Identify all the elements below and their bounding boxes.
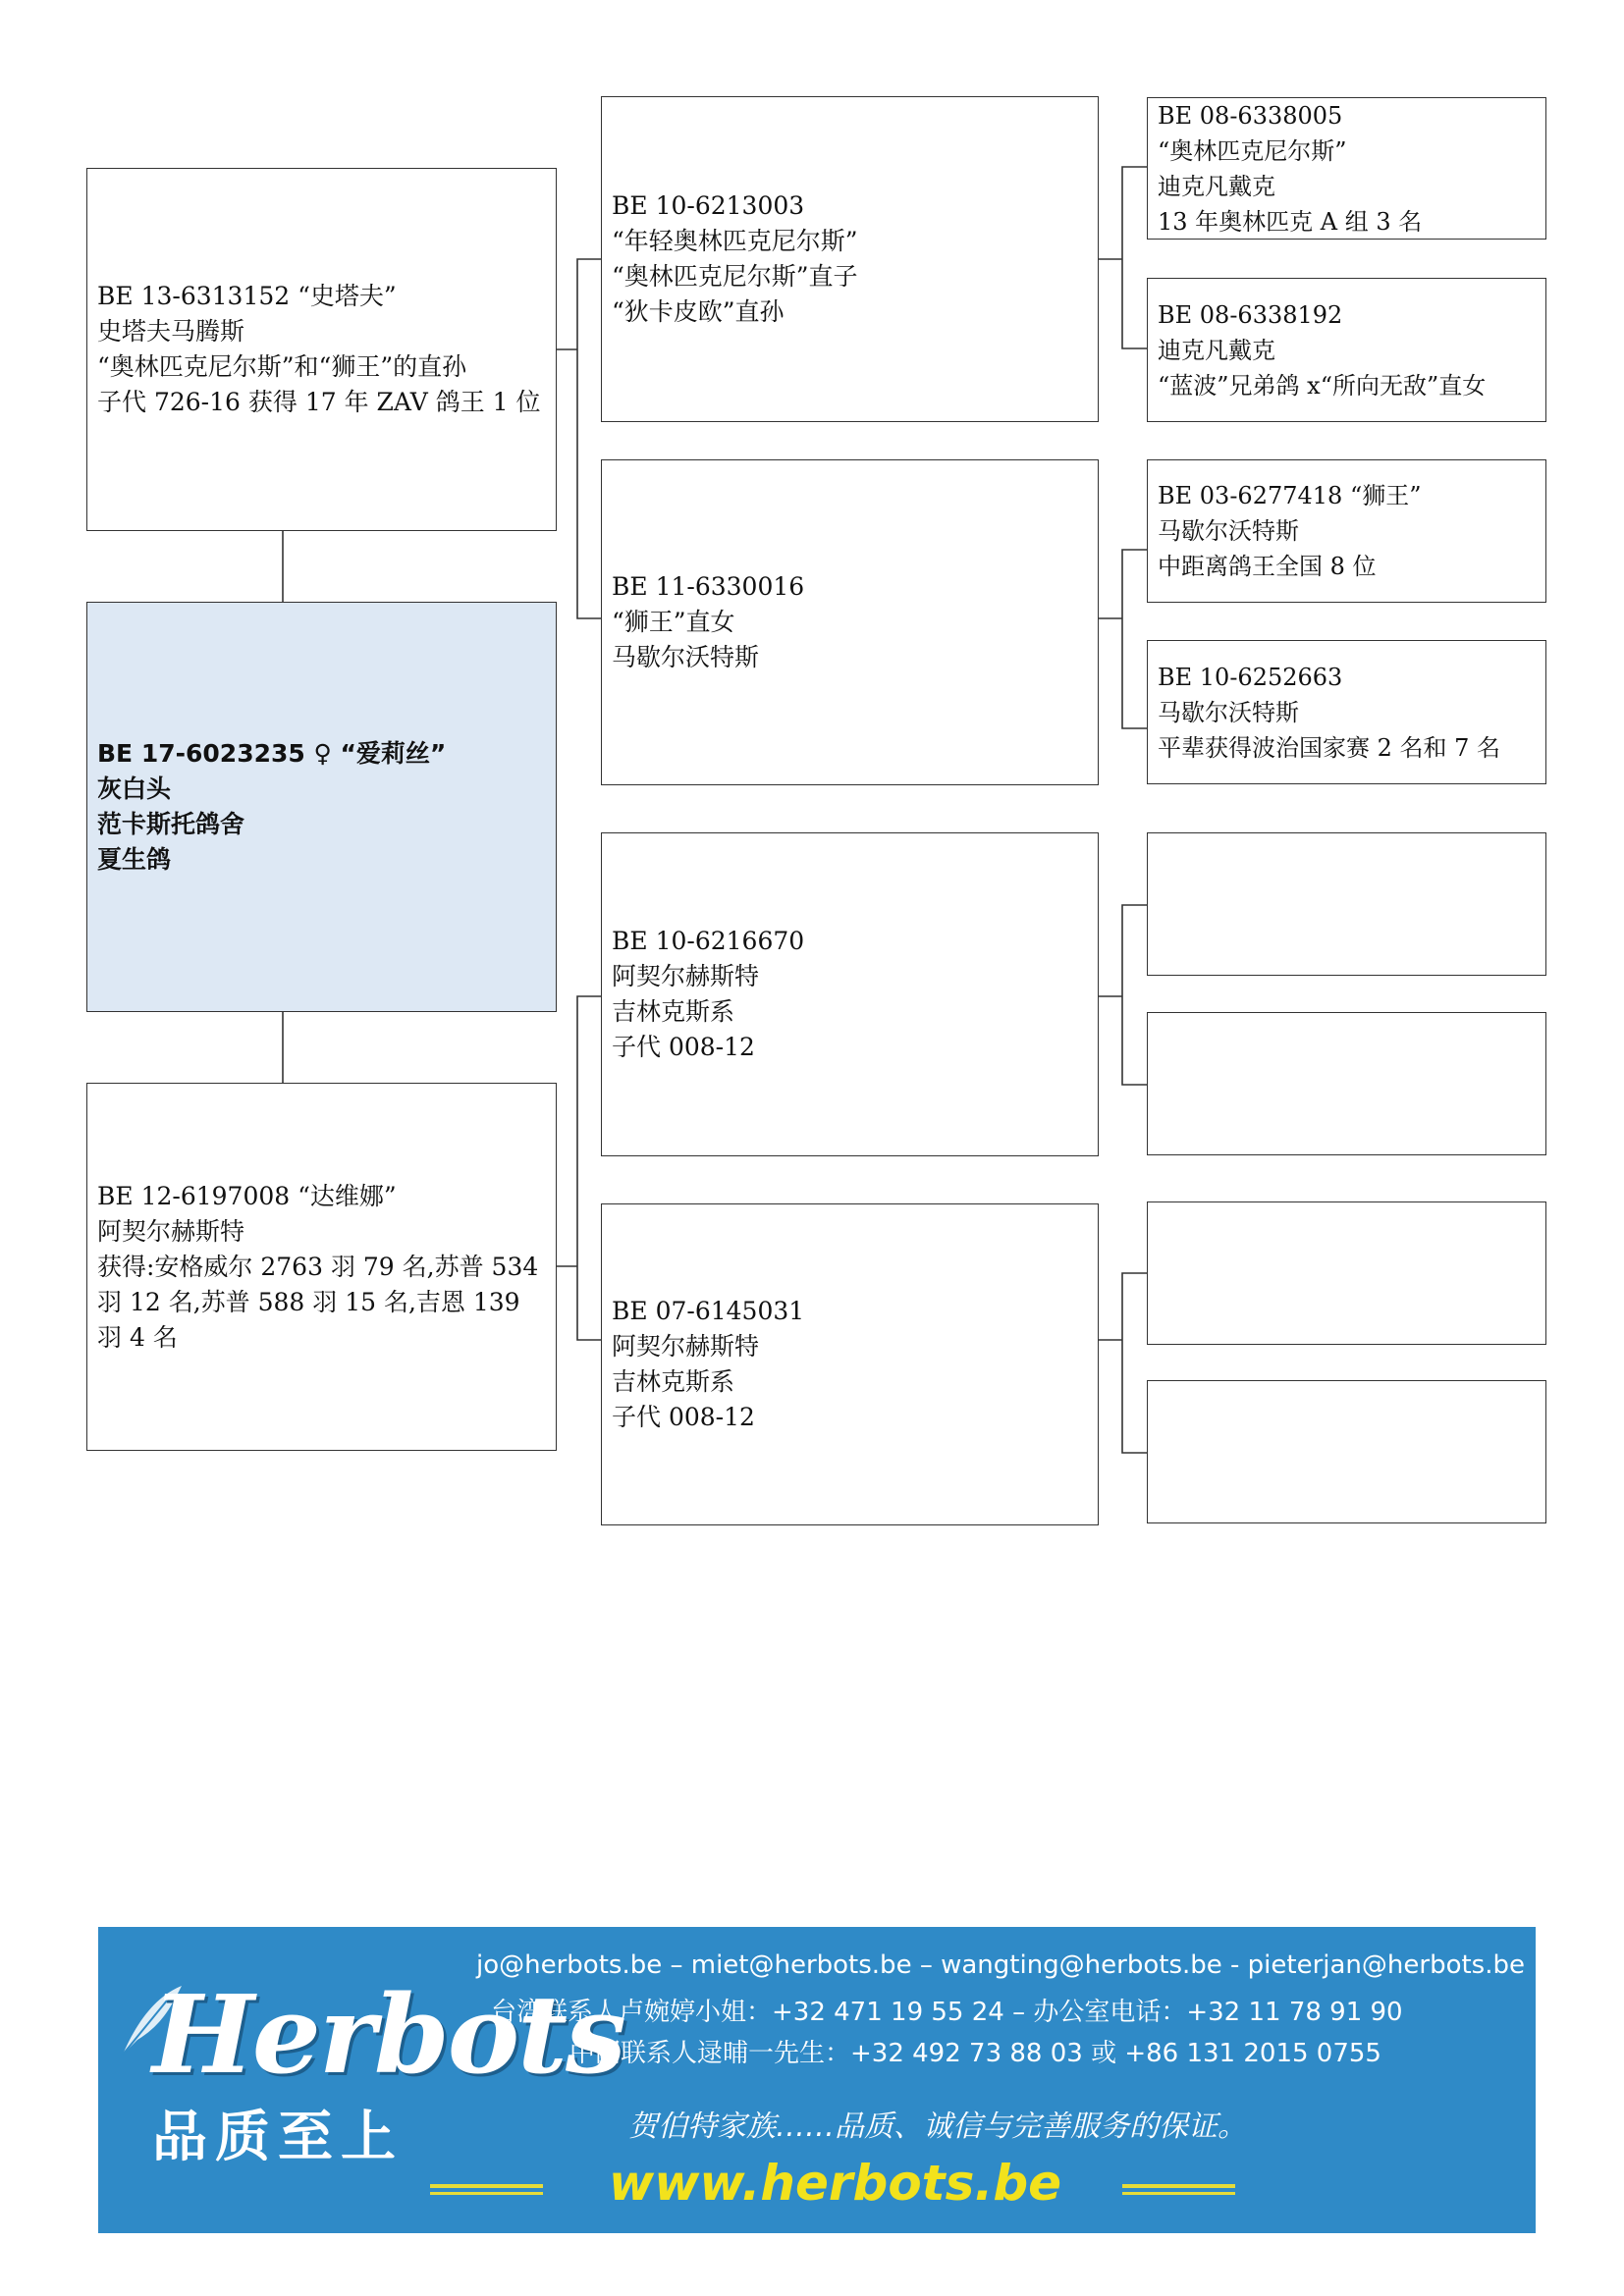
subject-season: 夏生鸽	[97, 845, 172, 874]
subject-loft: 范卡斯托鸽舍	[97, 810, 245, 838]
gg1-line-3: 迪克凡戴克	[1158, 172, 1275, 200]
great-grandparent-card-7	[1147, 1201, 1546, 1345]
herbots-banner	[98, 1927, 1536, 2233]
connector-gg-3	[1099, 905, 1147, 1085]
subject-ring: BE 17-6023235 ♀ “爱莉丝”	[97, 739, 447, 768]
dam-ring: BE 12-6197008 “达维娜”	[97, 1181, 397, 1210]
website-link[interactable]: www.herbots.be	[609, 2155, 1062, 2212]
gg2-line-3: “蓝波”兄弟鸽 x“所向无敌”直女	[1158, 371, 1487, 400]
sire-sire-ring: BE 10-6213003	[612, 191, 805, 220]
dam-dam-line-4: 子代 008-12	[612, 1403, 755, 1431]
gg1-line-2: “奥林匹克尼尔斯”	[1158, 136, 1347, 165]
dam-dam-line-2: 阿契尔赫斯特	[612, 1332, 760, 1361]
gg2-ring: BE 08-6338192	[1158, 300, 1343, 329]
gg1-line-4: 13 年奥林匹克 A 组 3 名	[1158, 207, 1423, 236]
great-grandparent-card-4	[1147, 640, 1546, 784]
taiwan-contact: 台湾联系人卢婉婷小姐：+32 471 19 55 24 – 办公室电话：+32 11 78 91 90	[491, 1998, 1403, 2027]
connector-gg-4	[1099, 1273, 1147, 1453]
connector-gg-2	[1099, 550, 1147, 728]
gg3-line-3: 中距离鸽王全国 8 位	[1158, 553, 1377, 580]
connector-sire-parents	[557, 259, 601, 618]
sire-line-2: 史塔夫马腾斯	[97, 317, 245, 346]
dam-sire-line-2: 阿契尔赫斯特	[612, 962, 760, 990]
email-line: jo@herbots.be – miet@herbots.be – wangting@herbots.be - pieterjan@herbots.be	[476, 1950, 1525, 1980]
dam-sire-ring: BE 10-6216670	[612, 927, 805, 955]
sire-sire-line-4: “狄卡皮欧”直孙	[612, 297, 785, 326]
subject-card	[86, 602, 557, 1012]
herbots-logo: Herbots	[152, 1971, 624, 2098]
dam-sire-line-3: 吉林克斯系	[612, 997, 735, 1026]
sire-dam-line-2: “狮王”直女	[612, 608, 735, 636]
connector-dam-parents	[557, 996, 601, 1340]
gg2-line-2: 迪克凡戴克	[1158, 336, 1275, 364]
divider-left	[430, 2184, 543, 2188]
dam-card	[86, 1083, 557, 1451]
gg4-ring: BE 10-6252663	[1158, 663, 1343, 691]
great-grandparent-card-1	[1147, 97, 1546, 240]
sire-sire-line-2: “年轻奥林匹克尼尔斯”	[612, 227, 858, 255]
great-grandparent-card-3	[1147, 459, 1546, 603]
dam-dam-card	[601, 1203, 1099, 1525]
sire-sire-card	[601, 96, 1099, 422]
dam-line-2: 阿契尔赫斯特	[97, 1216, 245, 1246]
sire-sire-line-3: “奥林匹克尼尔斯”直子	[612, 262, 858, 291]
gg4-line-3: 平辈获得波治国家赛 2 名和 7 名	[1158, 733, 1501, 762]
sire-card	[86, 168, 557, 531]
great-grandparent-card-6	[1147, 1012, 1546, 1155]
gg4-line-2: 马歇尔沃特斯	[1158, 698, 1299, 726]
dam-dam-ring: BE 07-6145031	[612, 1297, 805, 1325]
gg3-ring: BE 03-6277418 “狮王”	[1158, 482, 1422, 509]
sire-dam-card	[601, 459, 1099, 785]
sire-dam-line-3: 马歇尔沃特斯	[612, 643, 760, 671]
sire-line-3: “奥林匹克尼尔斯”和“狮王”的直孙	[97, 352, 467, 381]
motto: 贺伯特家族……品质、诚信与完善服务的保证。	[628, 2109, 1247, 2144]
connector-gg-1	[1099, 167, 1147, 348]
sire-ring: BE 13-6313152 “史塔夫”	[97, 282, 397, 310]
china-contact: 中国联系人逯晡一先生：+32 492 73 88 03 或 +86 131 2015 0755	[569, 2039, 1381, 2068]
divider-left-2	[430, 2192, 543, 2195]
gg3-line-2: 马歇尔沃特斯	[1158, 517, 1299, 545]
divider-right	[1122, 2184, 1235, 2188]
slogan: 品质至上	[152, 2106, 404, 2169]
subject-color: 灰白头	[97, 774, 172, 803]
dam-dam-line-3: 吉林克斯系	[612, 1367, 735, 1396]
gg1-ring: BE 08-6338005	[1158, 101, 1343, 130]
dam-sire-card	[601, 832, 1099, 1156]
divider-right-2	[1122, 2192, 1235, 2195]
sire-line-4: 子代 726-16 获得 17 年 ZAV 鸽王 1 位	[97, 388, 541, 416]
sire-dam-ring: BE 11-6330016	[612, 572, 805, 601]
dam-sire-line-4: 子代 008-12	[612, 1033, 755, 1061]
dam-line-3: 获得:安格威尔 2763 羽 79 名,苏普 534 羽 12 名,苏普 588 羽 15 名,吉恩 139 羽 4 名	[97, 1252, 539, 1352]
great-grandparent-card-5	[1147, 832, 1546, 976]
great-grandparent-card-2	[1147, 278, 1546, 422]
great-grandparent-card-8	[1147, 1380, 1546, 1523]
